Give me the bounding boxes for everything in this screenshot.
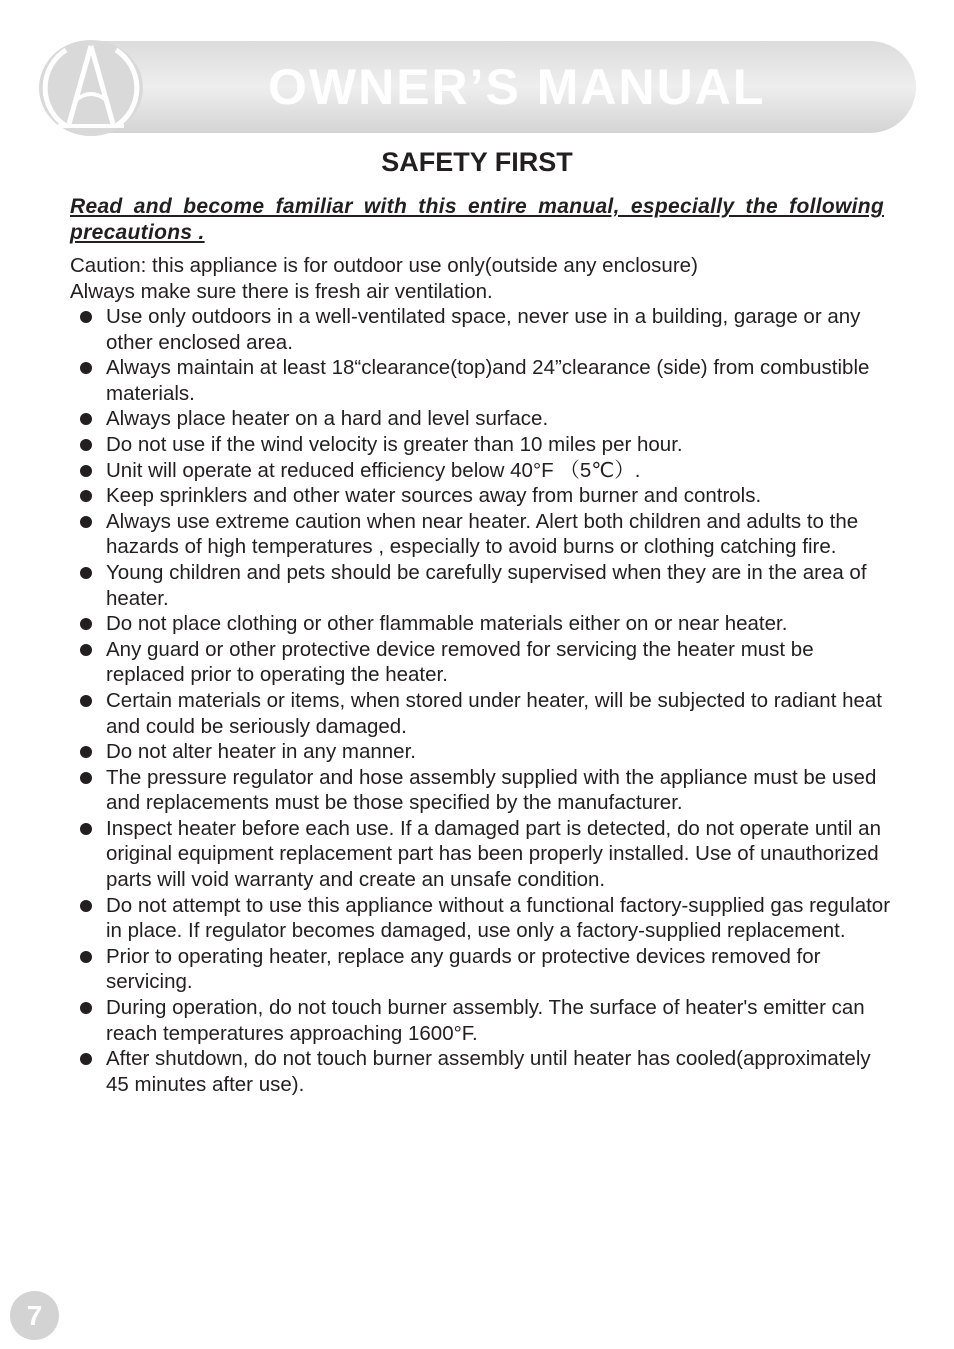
bullet-icon [80, 695, 92, 707]
precaution-item [70, 560, 890, 611]
bullet-icon [80, 618, 92, 630]
precaution-item [70, 304, 890, 355]
precaution-item [70, 765, 890, 816]
precaution-text: Always use extreme caution when near heater. Alert both children and adults to the hazards of high temperatures , especially to avoid burns or clothing catching fire. [106, 509, 859, 559]
bullet-icon [80, 900, 92, 912]
bullet-icon [80, 1053, 92, 1065]
precaution-item [70, 739, 890, 765]
precaution-text: Keep sprinklers and other water sources away from burner and controls. [106, 484, 762, 508]
caution-text [70, 253, 900, 304]
precaution-text: Use only outdoors in a well-ventilated space, never use in a building, garage or any other enclosed area. [106, 305, 861, 354]
bullet-icon [80, 413, 92, 425]
precaution-text: Certain materials or items, when stored under heater, will be subjected to radiant heat and could be seriously damaged. [106, 688, 882, 738]
caution-line: Always make sure there is fresh air ventilation. [70, 279, 493, 303]
precaution-text: After shutdown, do not touch burner assembly until heater has cooled(approximately 45 minutes after use). [106, 1047, 871, 1096]
precaution-item [70, 995, 890, 1046]
bullet-icon [80, 772, 92, 784]
precaution-text: Always place heater on a hard and level surface. [106, 407, 549, 431]
page-number-badge: 7 [10, 1291, 59, 1340]
precaution-text: Do not place clothing or other flammable materials either on or near heater. [106, 612, 788, 636]
precaution-item [70, 611, 890, 637]
manual-title: OWNER’S MANUAL [268, 59, 766, 115]
bullet-icon [80, 439, 92, 451]
precaution-item [70, 406, 890, 432]
bullet-icon [80, 311, 92, 323]
precaution-text: Prior to operating heater, replace any guards or protective devices removed for servicing. [106, 944, 821, 994]
bullet-icon [80, 362, 92, 374]
precaution-text: Inspect heater before each use. If a damaged part is detected, do not operate until an original equipment replacement part has been properly installed. Use of unauthorized parts will void warranty and create an unsafe condition. [106, 816, 881, 892]
precaution-text: The pressure regulator and hose assembly supplied with the appliance must be used and replacements must be those specified by the manufacturer. [106, 765, 877, 815]
precautions-list [70, 304, 890, 1097]
precaution-item [70, 458, 890, 484]
precaution-item [70, 483, 890, 509]
intro-warning: Read and become familiar with this entire manual, especially the following precautions . [70, 195, 884, 244]
precaution-text: Do not alter heater in any manner. [106, 740, 416, 764]
caution-line: Caution: this appliance is for outdoor use only(outside any enclosure) [70, 254, 698, 277]
bullet-icon [80, 644, 92, 656]
bullet-icon [80, 746, 92, 758]
precaution-text: Any guard or other protective device removed for servicing the heater must be replaced prior to operating the heater. [106, 637, 814, 687]
section-title: SAFETY FIRST [381, 147, 573, 177]
precaution-text: Always maintain at least 18“clearance(top)and 24”clearance (side) from combustible materials. [106, 356, 870, 405]
bullet-icon [80, 516, 92, 528]
precaution-text: Do not attempt to use this appliance without a functional factory-supplied gas regulator in place. If regulator becomes damaged, use only a factory-supplied replacement. [106, 893, 891, 943]
precaution-text: Unit will operate at reduced efficiency below 40°F （5℃）. [106, 458, 641, 482]
bullet-icon [80, 823, 92, 835]
precaution-item [70, 893, 890, 944]
bullet-icon [80, 490, 92, 502]
precaution-item [70, 944, 890, 995]
precaution-item [70, 1046, 890, 1097]
bullet-icon [80, 951, 92, 963]
precaution-item [70, 355, 890, 406]
precaution-text: During operation, do not touch burner assembly. The surface of heater's emitter can reach temperatures approaching 1600°F. [106, 996, 865, 1045]
bullet-icon [80, 1002, 92, 1014]
precaution-item [70, 509, 890, 560]
bullet-icon [80, 567, 92, 579]
precaution-text: Young children and pets should be carefully supervised when they are in the area of heater. [106, 560, 867, 610]
tower-logo-icon [36, 38, 146, 138]
bullet-icon [80, 465, 92, 477]
precaution-item [70, 637, 890, 688]
precaution-item [70, 432, 890, 458]
precaution-item [70, 688, 890, 739]
precaution-text: Do not use if the wind velocity is greater than 10 miles per hour. [106, 432, 683, 456]
precaution-item [70, 816, 890, 893]
